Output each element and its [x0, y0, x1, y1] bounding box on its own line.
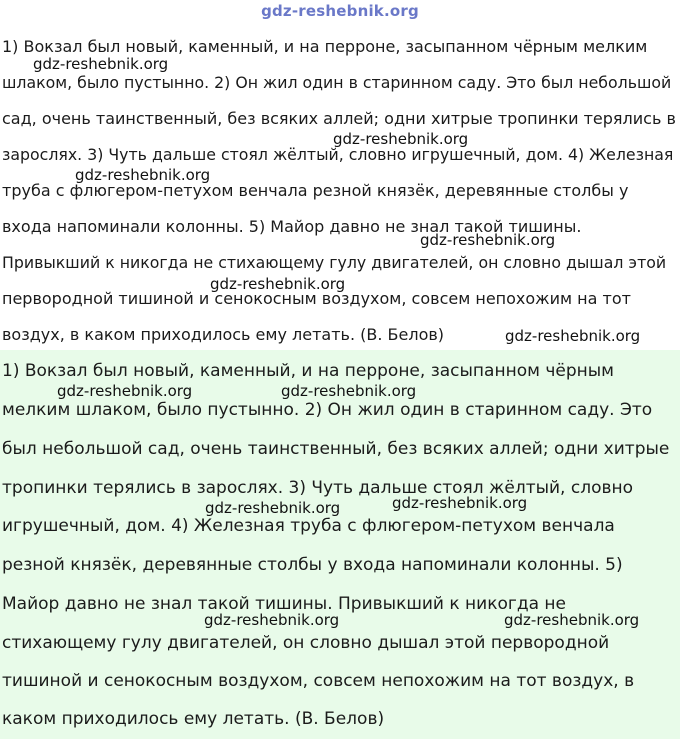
watermark: gdz-reshebnik.org [205, 499, 341, 517]
text-line: воздух, в каком приходилось ему летать. (В. Белов) [2, 325, 445, 344]
text-line: Привыкший к никогда не стихающему гулу двигателей, он словно дышал этой [2, 253, 667, 272]
text-line: был небольшой сад, очень таинственный, без всяких аллей; одни хитрые [2, 439, 670, 459]
text-block-1 [0, 30, 680, 350]
text-line: стихающему гулу двигателей, он словно дышал этой первородной [2, 633, 610, 653]
text-line: тишиной и сенокосным воздухом, совсем непохожим на тот воздух, в [2, 671, 635, 691]
watermark: gdz-reshebnik.org [505, 327, 641, 345]
watermark: gdz-reshebnik.org [204, 611, 340, 629]
text-block-2 [0, 350, 680, 739]
text-line: каком приходилось ему летать. (В. Белов) [2, 709, 385, 729]
watermark: gdz-reshebnik.org [333, 130, 469, 148]
text-line: резной князёк, деревянные столбы у входа напоминали колонны. 5) [2, 555, 623, 575]
watermark: gdz-reshebnik.org [33, 55, 169, 73]
watermark: gdz-reshebnik.org [504, 611, 640, 629]
text-line: тропинки терялись в зарослях. 3) Чуть дальше стоял жёлтый, словно [2, 478, 634, 498]
watermark: gdz-reshebnik.org [420, 231, 556, 249]
text-line: игрушечный, дом. 4) Железная труба с флюгером-петухом венчала [2, 516, 615, 536]
text-line: мелким шлаком, было пустынно. 2) Он жил один в старинном саду. Это [2, 400, 653, 420]
text-line: труба с флюгером-петухом венчала резной князёк, деревянные столбы у [2, 181, 629, 200]
top-watermark: gdz-reshebnik.org [261, 2, 419, 20]
text-line: сад, очень таинственный, без всяких аллей; одни хитрые тропинки терялись в [2, 109, 676, 128]
watermark: gdz-reshebnik.org [75, 166, 211, 184]
watermark: gdz-reshebnik.org [281, 382, 417, 400]
watermark: gdz-reshebnik.org [392, 494, 528, 512]
text-line: 1) Вокзал был новый, каменный, и на перроне, засыпанном чёрным [2, 361, 614, 381]
text-line: первородной тишиной и сенокосным воздухом, совсем непохожим на тот [2, 289, 631, 308]
text-line: входа напоминали колонны. 5) Майор давно не знал такой тишины. [2, 217, 582, 236]
text-line: Майор давно не знал такой тишины. Привыкший к никогда не [2, 594, 566, 614]
text-line: 1) Вокзал был новый, каменный, и на перроне, засыпанном чёрным мелким [2, 37, 648, 56]
text-line: зарослях. 3) Чуть дальше стоял жёлтый, словно игрушечный, дом. 4) Железная [2, 145, 674, 164]
text-line: шлаком, было пустынно. 2) Он жил один в старинном саду. Это был небольшой [2, 73, 672, 92]
watermark: gdz-reshebnik.org [57, 382, 193, 400]
watermark: gdz-reshebnik.org [210, 275, 346, 293]
